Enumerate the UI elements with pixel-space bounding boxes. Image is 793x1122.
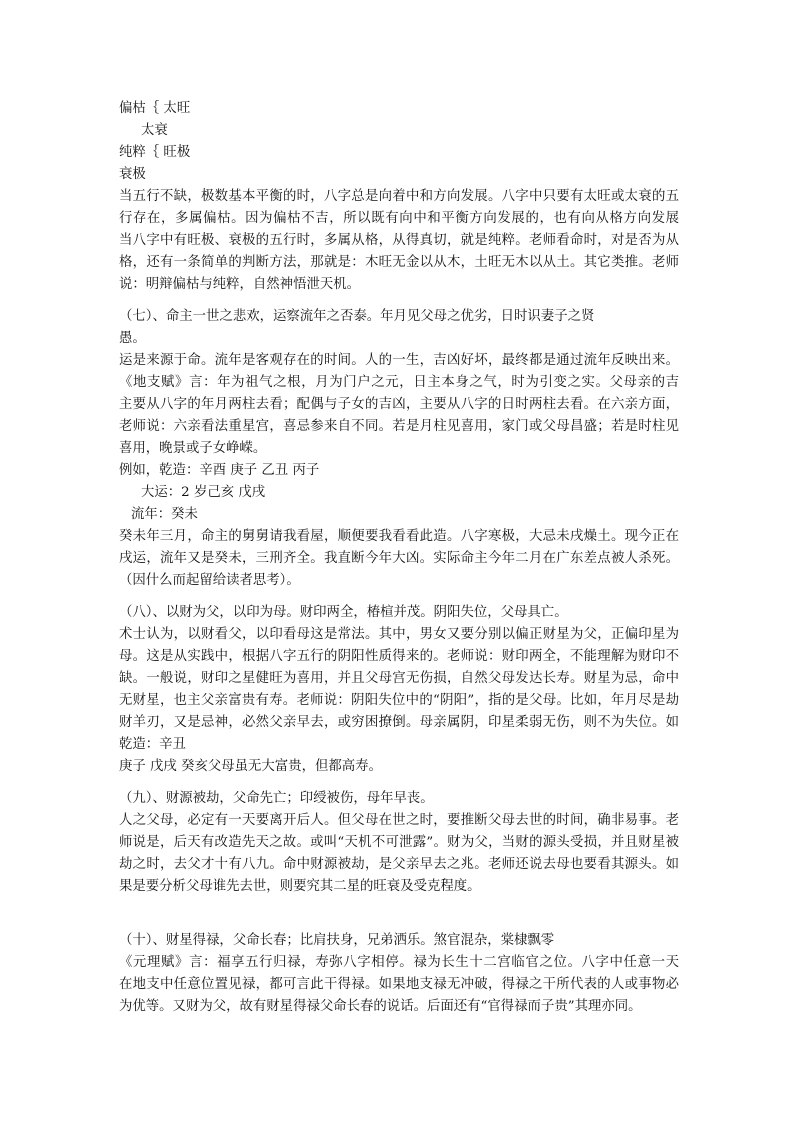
text-line: 主要从八字的年月两柱去看；配偶与子女的吉凶，主要从八字的日时两柱去看。在六亲方面， <box>119 397 679 412</box>
text-line: 《元理赋》言：福享五行归禄，寿弥八字相停。禄为长生十二宫临官之位。八字中任意一天 <box>119 955 679 970</box>
text-line: 无财星，也主父亲富贵有寿。老师说：阴阳失位中的“阴阳”，指的是父母。比如，年月尽是劫 <box>119 693 679 708</box>
text-line: 为优等。又财为父，故有财星得禄父命长春的说话。后面还有“官得禄而子贵”其理亦同。 <box>119 999 642 1014</box>
text-line: 缺。一般说，财印之星健旺为喜用，并且父母宫无伤损，自然父母发达长寿。财星为忌，命中 <box>119 671 679 686</box>
text-line: 老师说：六亲看法重星宫，喜忌参来自不同。若是月柱见喜用，家门或父母昌盛；若是时柱见 <box>119 419 679 434</box>
text-line: 果是要分析父母谁先去世，则要究其二星的旺衰及受克程度。 <box>119 879 481 894</box>
section-heading: 愚。 <box>119 331 146 346</box>
text-line: 癸未年三月，命主的舅舅请我看屋，顺便要我看看此造。八字寒极，大忌未戌燥土。现今正在 <box>119 529 679 544</box>
text-line: 例如，乾造：辛酉 庚子 乙丑 丙子 <box>119 463 320 478</box>
text-line: 偏枯｛ 太旺 <box>119 101 191 116</box>
text-line: 人之父母，必定有一天要离开后人。但父母在世之时，要推断父母去世的时间，确非易事。老 <box>119 813 679 828</box>
text-line: （因什么而起留给读者思考）。 <box>119 573 300 588</box>
text-line: 运是来源于命。流年是客观存在的时间。人的一生，吉凶好坏，最终都是通过流年反映出来。 <box>119 353 679 368</box>
text-line: 术士认为，以财看父，以印看母这是常法。其中，男女又要分别以偏正财星为父，正偏印星为 <box>119 627 679 642</box>
text-line: 师说是，后天有改造先天之故。或叫“天机不可泄露”。财为父，当财的源头受损，并且财星被 <box>119 835 679 850</box>
section-heading: （七）、命主一世之悲欢，运察流年之否泰。年月见父母之优劣，日时识妻子之贤 <box>119 309 595 324</box>
text-line: 庚子 戊戌 癸亥父母虽无大富贵，但都高寿。 <box>119 759 382 774</box>
section-heading: （十）、财星得禄，父命长春；比肩扶身，兄弟洒乐。煞官混杂，棠棣飘零 <box>119 933 555 948</box>
section-heading: （八）、以财为父，以印为母。财印两全，椿楦并茂。阴阳失位，父母具亡。 <box>119 605 568 620</box>
text-line: 喜用，晚景或子女峥嵘。 <box>119 441 267 456</box>
text-line: 流年：癸未 <box>131 507 198 522</box>
text-line: 大运：2 岁己亥 戊戌 <box>141 485 266 500</box>
text-line: 当五行不缺，极数基本平衡的时，八字总是向着中和方向发展。八字中只要有太旺或太衰的五 <box>119 189 679 204</box>
section-heading: （九）、财源被劫，父命先亡；印绶被伤，母年早丧。 <box>119 791 434 806</box>
text-line: 纯粹｛ 旺极 <box>119 145 191 160</box>
text-line: 《地支赋》言：年为祖气之根，月为门户之元，日主本身之气，时为引变之实。父母亲的吉 <box>119 375 679 390</box>
text-line: 戌运，流年又是癸未，三刑齐全。我直断今年大凶。实际命主今年二月在广东差点被人杀死。 <box>119 551 679 566</box>
text-line: 乾造：辛丑 <box>119 737 186 752</box>
text-line: 行存在，多属偏枯。因为偏枯不吉，所以既有向中和平衡方向发展的，也有向从格方向发展 <box>119 211 679 226</box>
text-line: 太衰 <box>141 123 168 138</box>
text-line: 说：明辩偏枯与纯粹，自然神悟泄天机。 <box>119 277 361 292</box>
text-line: 衰极 <box>119 167 146 182</box>
text-line: 格，还有一条简单的判断方法，那就是：木旺无金以从木，土旺无木以从土。其它类推。老师 <box>119 255 679 270</box>
text-line: 当八字中有旺极、衰极的五行时，多属从格，从得真切，就是纯粹。老师看命时，对是否为从 <box>119 233 679 248</box>
text-line: 劫之时，去父才十有八九。命中财源被劫，是父亲早去之兆。老师还说去母也要看其源头。如 <box>119 857 679 872</box>
text-line: 财羊刃，又是忌神，必然父亲早去，或穷困撩倒。母亲属阴，印星柔弱无伤，则不为失位。如 <box>119 715 679 730</box>
text-line: 在地支中任意位置见禄，都可言此干得禄。如果地支禄无冲破，得禄之干所代表的人或事物必 <box>119 977 679 992</box>
text-line: 母。这是从实践中，根据八字五行的阴阳性质得来的。老师说：财印两全，不能理解为财印不 <box>119 649 679 664</box>
